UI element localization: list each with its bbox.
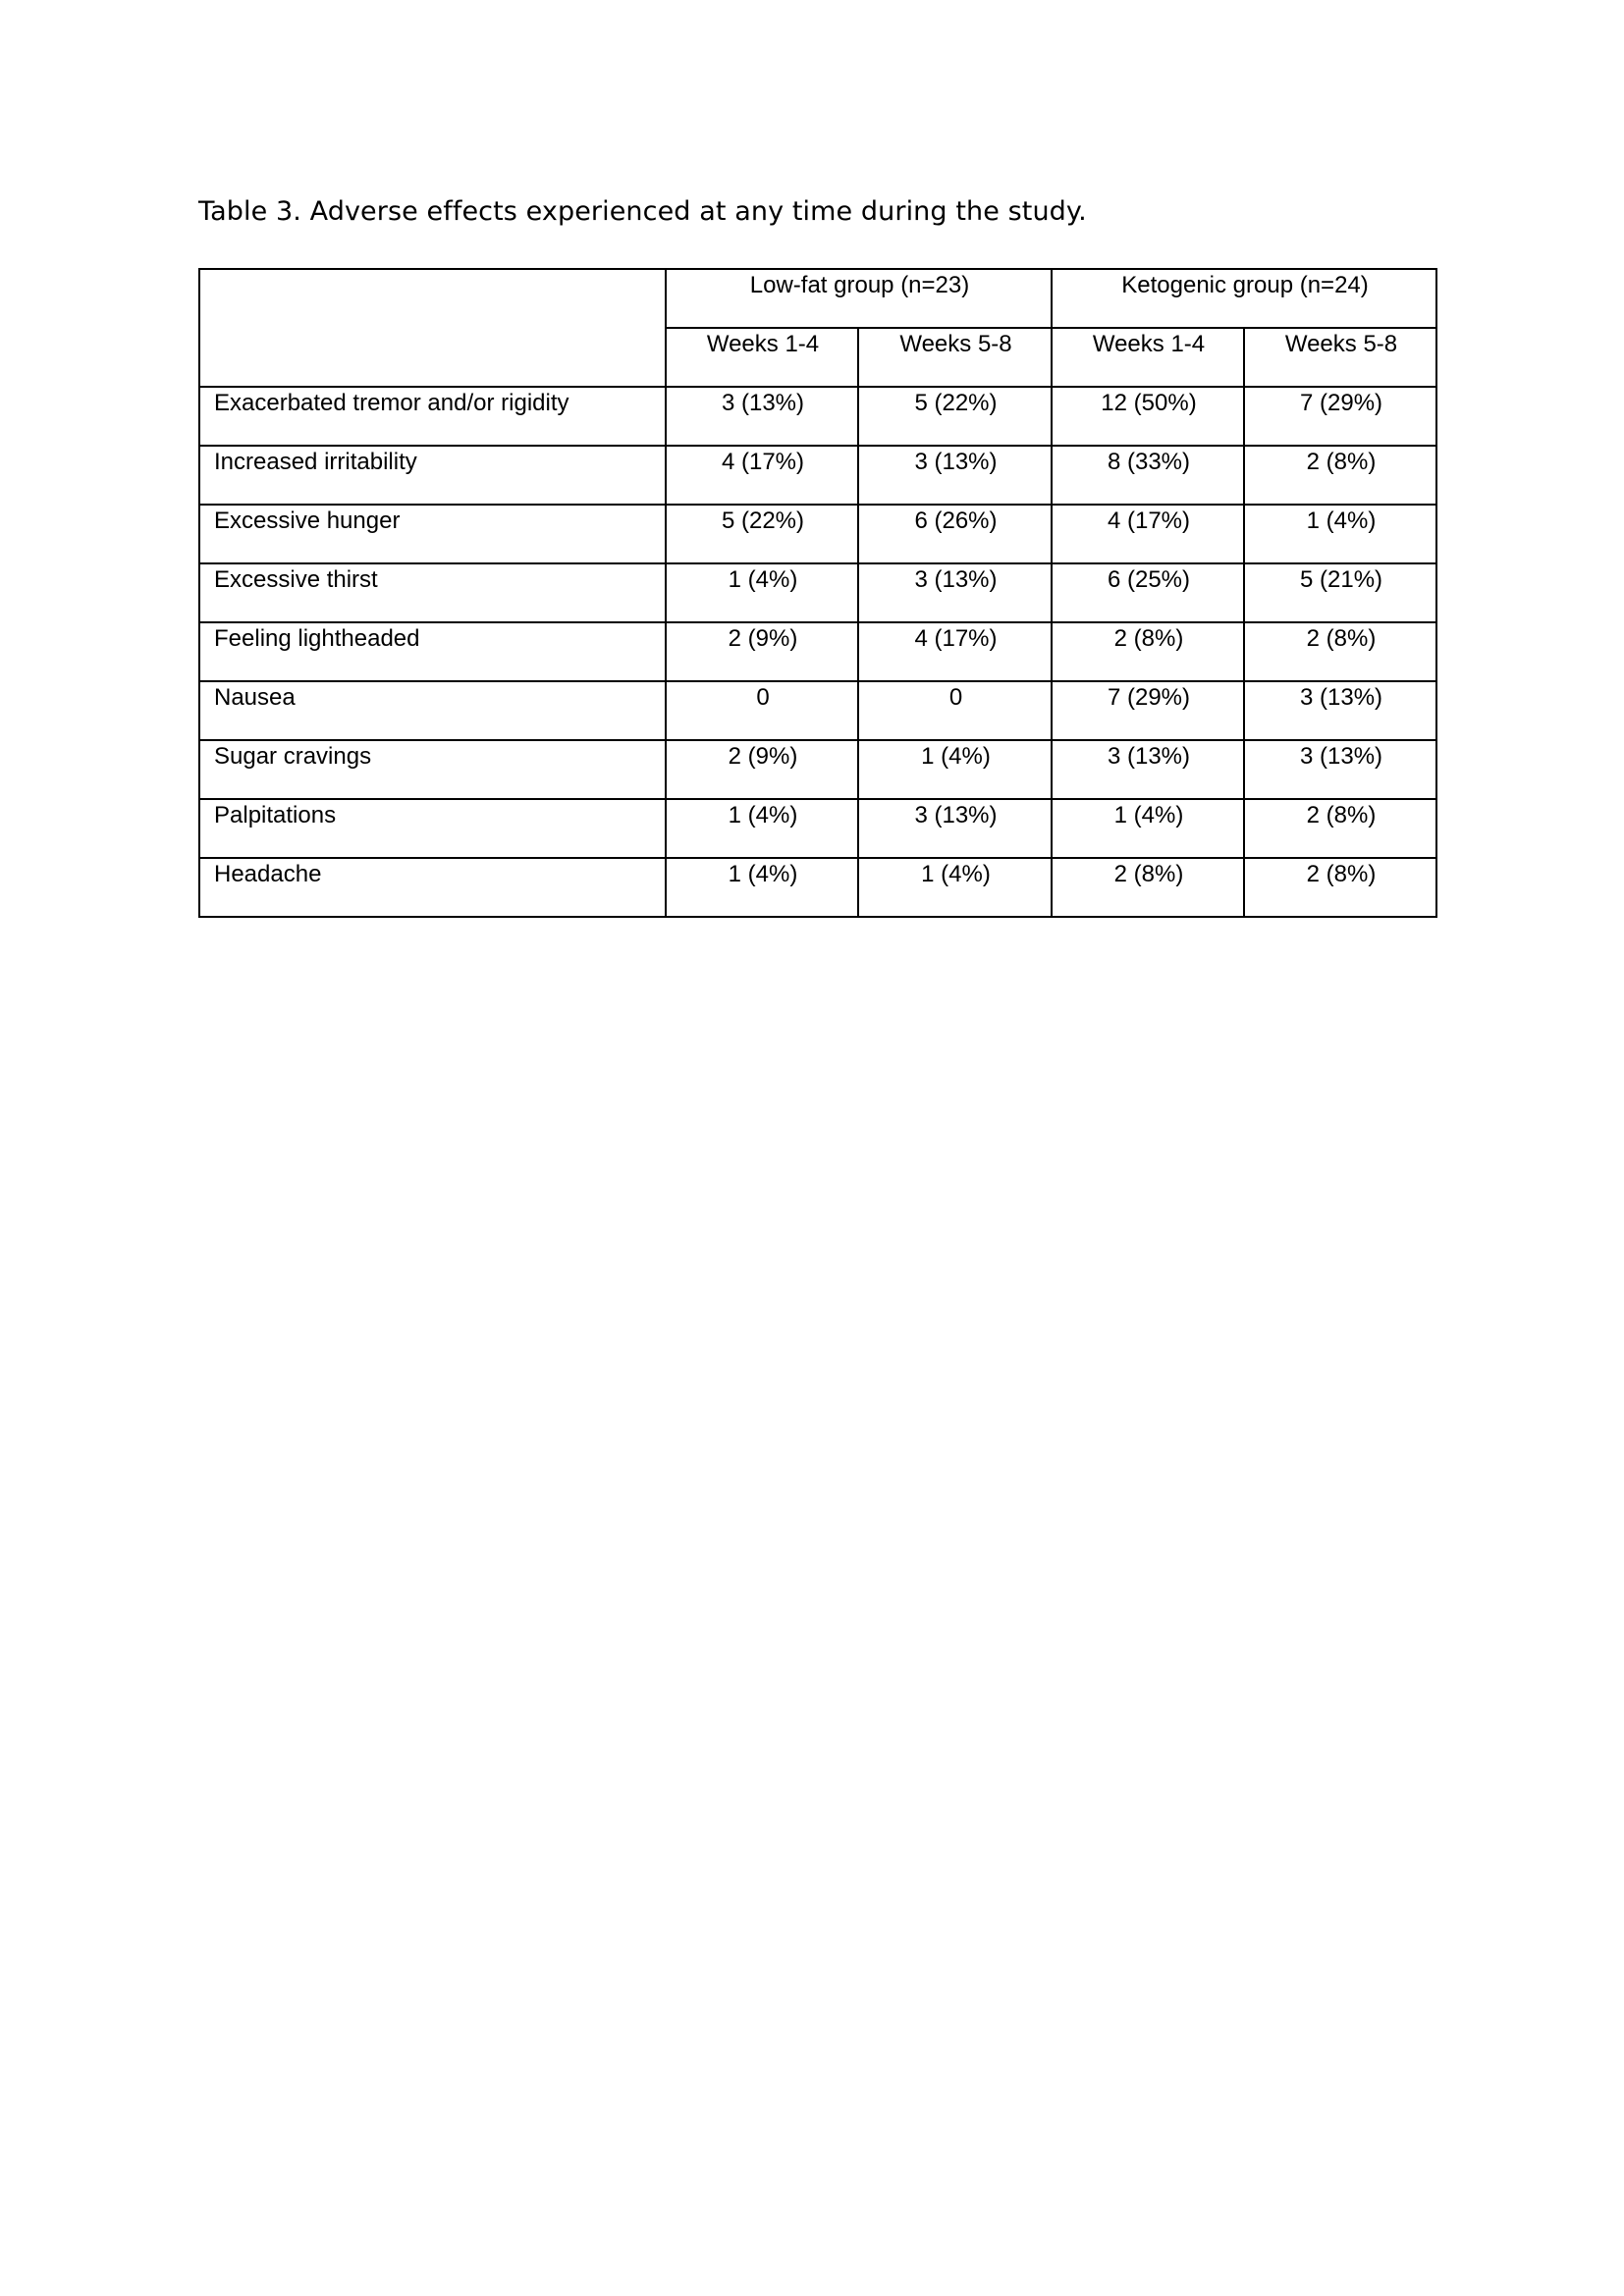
table-row (199, 446, 1436, 505)
period-header: Weeks 1-4 (1052, 328, 1244, 387)
value-cell: 3 (13%) (666, 387, 858, 446)
value-cell: 3 (13%) (858, 799, 1052, 858)
table-row (199, 622, 1436, 681)
adverse-effects-table (198, 268, 1437, 918)
value-cell: 1 (4%) (666, 563, 858, 622)
table-row (199, 740, 1436, 799)
value-cell: 3 (13%) (1244, 740, 1436, 799)
value-cell: 5 (22%) (666, 505, 858, 563)
value-cell: 1 (4%) (666, 799, 858, 858)
effect-label: Headache (199, 858, 666, 917)
group-header-low-fat: Low-fat group (n=23) (666, 269, 1052, 328)
value-cell: 2 (8%) (1244, 622, 1436, 681)
effect-label: Increased irritability (199, 446, 666, 505)
value-cell: 4 (17%) (1052, 505, 1244, 563)
value-cell: 1 (4%) (858, 740, 1052, 799)
value-cell: 8 (33%) (1052, 446, 1244, 505)
table-row (199, 681, 1436, 740)
table-body (199, 387, 1436, 917)
value-cell: 0 (858, 681, 1052, 740)
value-cell: 1 (4%) (1244, 505, 1436, 563)
effect-label: Feeling lightheaded (199, 622, 666, 681)
value-cell: 7 (29%) (1244, 387, 1436, 446)
group-header-ketogenic: Ketogenic group (n=24) (1052, 269, 1436, 328)
effect-label: Palpitations (199, 799, 666, 858)
value-cell: 5 (22%) (858, 387, 1052, 446)
table-row (199, 563, 1436, 622)
value-cell: 4 (17%) (858, 622, 1052, 681)
table-header (199, 269, 1436, 387)
period-header: Weeks 1-4 (666, 328, 858, 387)
value-cell: 2 (9%) (666, 740, 858, 799)
value-cell: 6 (25%) (1052, 563, 1244, 622)
value-cell: 1 (4%) (666, 858, 858, 917)
effect-label: Exacerbated tremor and/or rigidity (199, 387, 666, 446)
value-cell: 2 (9%) (666, 622, 858, 681)
value-cell: 3 (13%) (858, 446, 1052, 505)
table-row (199, 505, 1436, 563)
value-cell: 2 (8%) (1052, 858, 1244, 917)
table-caption: Table 3. Adverse effects experienced at any time during the study. (198, 196, 1087, 227)
value-cell: 2 (8%) (1052, 622, 1244, 681)
value-cell: 12 (50%) (1052, 387, 1244, 446)
value-cell: 4 (17%) (666, 446, 858, 505)
value-cell: 3 (13%) (1052, 740, 1244, 799)
value-cell: 3 (13%) (858, 563, 1052, 622)
value-cell: 2 (8%) (1244, 799, 1436, 858)
period-header: Weeks 5-8 (1244, 328, 1436, 387)
value-cell: 1 (4%) (1052, 799, 1244, 858)
empty-corner-cell (199, 269, 666, 387)
value-cell: 0 (666, 681, 858, 740)
value-cell: 1 (4%) (858, 858, 1052, 917)
group-header-row (199, 269, 1436, 328)
table-row (199, 387, 1436, 446)
table-row (199, 799, 1436, 858)
effect-label: Sugar cravings (199, 740, 666, 799)
value-cell: 6 (26%) (858, 505, 1052, 563)
value-cell: 7 (29%) (1052, 681, 1244, 740)
value-cell: 3 (13%) (1244, 681, 1436, 740)
period-header: Weeks 5-8 (858, 328, 1052, 387)
value-cell: 2 (8%) (1244, 858, 1436, 917)
value-cell: 2 (8%) (1244, 446, 1436, 505)
effect-label: Excessive hunger (199, 505, 666, 563)
effect-label: Nausea (199, 681, 666, 740)
value-cell: 5 (21%) (1244, 563, 1436, 622)
table-row (199, 858, 1436, 917)
effect-label: Excessive thirst (199, 563, 666, 622)
